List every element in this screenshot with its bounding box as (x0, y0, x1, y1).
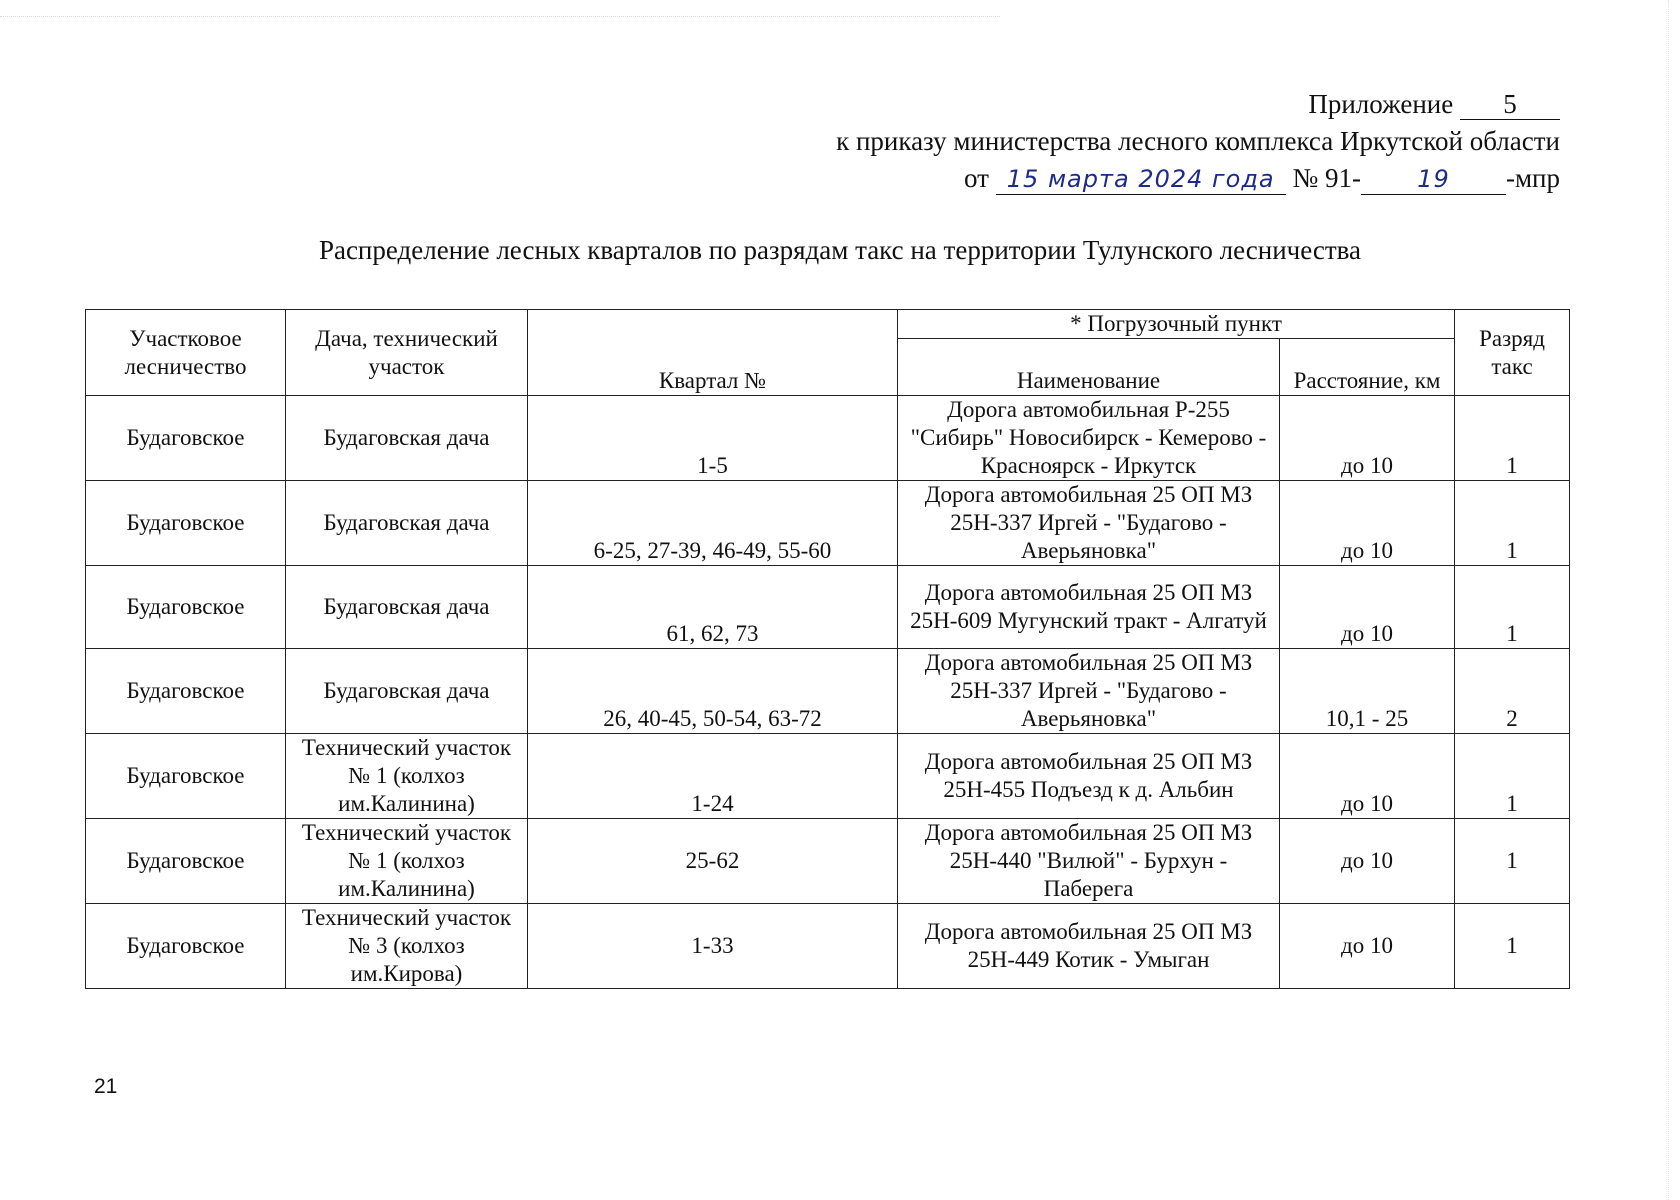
cell-forestry: Будаговское (86, 566, 286, 649)
scan-edge-right (1668, 0, 1669, 1200)
header-quarter: Квартал № (528, 310, 898, 396)
cell-tax-class: 2 (1455, 649, 1570, 734)
table-row (86, 396, 1570, 481)
cell-quarter: 1-5 (528, 396, 898, 481)
header-forestry: Участковое лесничество (86, 310, 286, 396)
cell-dacha: Технический участок № 1 (колхоз им.Калинина) (286, 819, 528, 904)
cell-tax-class: 1 (1455, 734, 1570, 819)
table-row (86, 649, 1570, 734)
cell-dacha: Технический участок № 1 (колхоз им.Калинина) (286, 734, 528, 819)
order-date-handwritten: 15 марта 2024 года (996, 164, 1286, 195)
cell-name: Дорога автомобильная 25 ОП МЗ 25Н-440 "Вилюй" - Бурхун - Паберега (898, 819, 1280, 904)
header-dacha: Дача, технический участок (286, 310, 528, 396)
cell-tax-class: 1 (1455, 904, 1570, 989)
order-date-line (660, 160, 1560, 197)
cell-distance: до 10 (1280, 904, 1455, 989)
cell-tax-class: 1 (1455, 819, 1570, 904)
appendix-header (660, 86, 1560, 197)
cell-dacha: Будаговская дача (286, 566, 528, 649)
cell-name: Дорога автомобильная 25 ОП МЗ 25Н-449 Котик - Умыган (898, 904, 1280, 989)
order-suffix: -мпр (1505, 163, 1560, 193)
cell-distance: до 10 (1280, 734, 1455, 819)
cell-distance: до 10 (1280, 396, 1455, 481)
table-row (86, 904, 1570, 989)
header-tax-class: Разряд такс (1455, 310, 1570, 396)
cell-forestry: Будаговское (86, 396, 286, 481)
cell-distance: 10,1 - 25 (1280, 649, 1455, 734)
cell-quarter: 25-62 (528, 819, 898, 904)
cell-distance: до 10 (1280, 566, 1455, 649)
cell-dacha: Будаговская дача (286, 396, 528, 481)
table-row (86, 566, 1570, 649)
appendix-label: Приложение (1308, 89, 1454, 119)
header-name: Наименование (898, 339, 1280, 396)
cell-forestry: Будаговское (86, 649, 286, 734)
cell-dacha: Будаговская дача (286, 649, 528, 734)
cell-tax-class: 1 (1455, 566, 1570, 649)
cell-distance: до 10 (1280, 819, 1455, 904)
cell-distance: до 10 (1280, 481, 1455, 566)
cell-forestry: Будаговское (86, 734, 286, 819)
cell-tax-class: 1 (1455, 481, 1570, 566)
page-number: 21 (94, 1075, 118, 1098)
from-label: от (964, 163, 989, 193)
cell-quarter: 6-25, 27-39, 46-49, 55-60 (528, 481, 898, 566)
appendix-line (660, 86, 1560, 123)
document-title: Распределение лесных кварталов по разрядам такс на территории Тулунского лесничества (318, 235, 1362, 265)
table-row (86, 734, 1570, 819)
cell-quarter: 26, 40-45, 50-54, 63-72 (528, 649, 898, 734)
header-loading-point: * Погрузочный пункт (898, 310, 1455, 339)
cell-quarter: 1-24 (528, 734, 898, 819)
cell-dacha: Будаговская дача (286, 481, 528, 566)
cell-name: Дорога автомобильная 25 ОП МЗ 25Н-455 Подъезд к д. Альбин (898, 734, 1280, 819)
cell-quarter: 1-33 (528, 904, 898, 989)
header-distance: Расстояние, км (1280, 339, 1455, 396)
cell-forestry: Будаговское (86, 904, 286, 989)
forest-quarters-table (85, 309, 1570, 989)
cell-dacha: Технический участок № 3 (колхоз им.Кирова) (286, 904, 528, 989)
table-row (86, 481, 1570, 566)
cell-name: Дорога автомобильная 25 ОП МЗ 25Н-337 Иргей - "Будагово - Аверьяновка" (898, 481, 1280, 566)
cell-name: Дорога автомобильная 25 ОП МЗ 25Н-609 Мугунский тракт - Алгатуй (898, 566, 1280, 649)
table-row (86, 819, 1570, 904)
cell-name: Дорога автомобильная 25 ОП МЗ 25Н-337 Иргей - "Будагово - Аверьяновка" (898, 649, 1280, 734)
appendix-number: 5 (1460, 89, 1560, 120)
cell-name: Дорога автомобильная Р-255 "Сибирь" Новосибирск - Кемерово - Красноярск - Иркутск (898, 396, 1280, 481)
order-text: к приказу министерства лесного комплекса Иркутской области (836, 126, 1560, 156)
cell-forestry: Будаговское (86, 481, 286, 566)
table-header-row (86, 310, 1570, 339)
cell-quarter: 61, 62, 73 (528, 566, 898, 649)
scan-edge-top (0, 16, 1000, 17)
cell-forestry: Будаговское (86, 819, 286, 904)
order-number-handwritten: 19 (1361, 164, 1506, 195)
number-label: № 91- (1292, 163, 1361, 193)
cell-tax-class: 1 (1455, 396, 1570, 481)
